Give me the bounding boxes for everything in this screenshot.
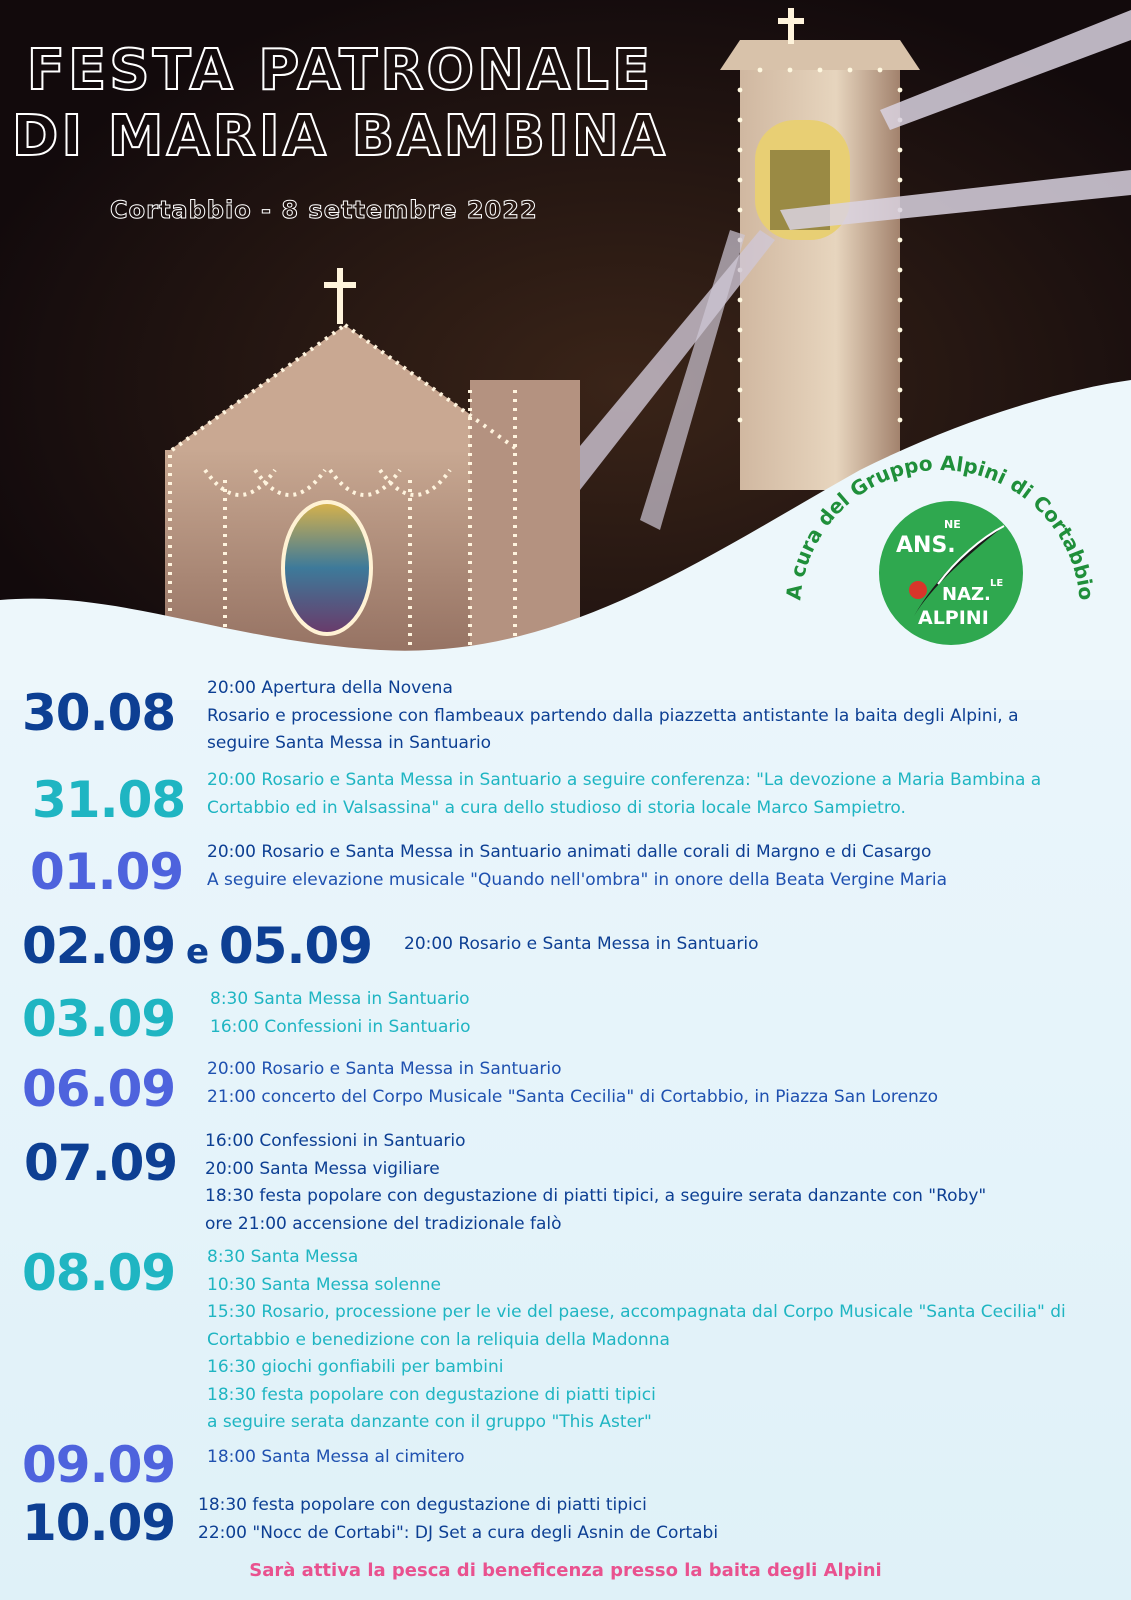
schedule-date: 07.09 (24, 1134, 178, 1192)
schedule-line: A seguire elevazione musicale "Quando nell'ombra" in onore della Beata Vergine Maria (207, 869, 948, 890)
schedule-lines (207, 1056, 938, 1111)
schedule-line: 20:00 Rosario e Santa Messa in Santuario a seguire conferenza: "La devozione a Maria Bambina a (207, 770, 1042, 790)
schedule-line: 15:30 Rosario, processione per le vie del paese, accompagnata dal Corpo Musicale "Santa Cecilia" di (207, 1302, 1066, 1322)
subtitle: Cortabbio - 8 settembre 2022 (110, 196, 538, 224)
logo-naz: NAZ. (942, 584, 991, 605)
schedule-line: 16:00 Confessioni in Santuario (210, 1016, 471, 1037)
schedule-line: a seguire serata danzante con il gruppo "This Aster" (207, 1412, 652, 1432)
schedule-line: 8:30 Santa Messa (207, 1247, 359, 1267)
schedule-lines (198, 1492, 718, 1547)
logo-ans: ANS. (896, 533, 956, 558)
schedule-line: Cortabbio e benedizione con la reliquia della Madonna (207, 1329, 670, 1350)
schedule-date: 02.09 e 05.09 (22, 917, 373, 975)
schedule-lines (404, 931, 759, 959)
schedule-line: ore 21:00 accensione del tradizionale falò (205, 1213, 562, 1234)
schedule-date: 10.09 (22, 1494, 176, 1552)
schedule-line: 18:30 festa popolare con degustazione di piatti tipici, a seguire serata danzante con "Roby" (205, 1186, 987, 1206)
ana-logo (876, 498, 1026, 648)
schedule-date: 06.09 (22, 1060, 176, 1118)
organizer-label: A cura del Gruppo Alpini di Cortabbio (781, 450, 1099, 602)
logo-le: LE (990, 578, 1004, 589)
schedule-date: 03.09 (22, 990, 176, 1048)
schedule-line: seguire Santa Messa in Santuario (207, 733, 492, 753)
schedule-line: 8:30 Santa Messa in Santuario (210, 989, 470, 1009)
footer-note: Sarà attiva la pesca di beneficenza presso la baita degli Alpini (249, 1560, 882, 1581)
schedule-line: 20:00 Santa Messa vigiliare (205, 1158, 440, 1179)
schedule-line: Rosario e processione con flambeaux partendo dalla piazzetta antistante la baita degli Alpini, a (207, 705, 1019, 726)
schedule-date: 30.08 (22, 684, 176, 742)
schedule-lines (210, 986, 470, 1041)
schedule-line: 10:30 Santa Messa solenne (207, 1274, 441, 1295)
schedule-line: 20:00 Rosario e Santa Messa in Santuario (207, 1059, 562, 1079)
schedule-line: 20:00 Rosario e Santa Messa in Santuario (404, 934, 759, 954)
schedule-line: 16:00 Confessioni in Santuario (205, 1131, 466, 1151)
logo-alpini: ALPINI (918, 607, 989, 629)
schedule-line: 20:00 Apertura della Novena (207, 678, 453, 698)
schedule-line: Cortabbio ed in Valsassina" a cura dello studioso di storia locale Marco Sampietro. (207, 797, 906, 818)
schedule-line: 20:00 Rosario e Santa Messa in Santuario animati dalle corali di Margno e di Casargo (207, 842, 932, 862)
schedule-date: 31.08 (32, 771, 186, 829)
schedule-line: 22:00 "Nocc de Cortabi": DJ Set a cura degli Asnin de Cortabi (198, 1522, 719, 1543)
schedule-line: 18:30 festa popolare con degustazione di piatti tipici (207, 1384, 656, 1405)
schedule-line: 18:30 festa popolare con degustazione di piatti tipici (198, 1495, 647, 1515)
schedule-date: 08.09 (22, 1244, 176, 1302)
schedule-line: 18:00 Santa Messa al cimitero (207, 1447, 465, 1467)
schedule-date: 01.09 (30, 843, 184, 901)
title-line-1: FESTA PATRONALE (26, 38, 654, 103)
schedule-lines (207, 839, 947, 894)
schedule-date: 09.09 (22, 1436, 176, 1494)
schedule-lines (207, 675, 1019, 758)
schedule-line: 16:30 giochi gonfiabili per bambini (207, 1357, 504, 1377)
schedule-lines (207, 1444, 465, 1472)
schedule-lines (207, 767, 1041, 822)
schedule-lines (207, 1244, 1066, 1437)
schedule-lines (205, 1128, 986, 1238)
title-line-2: DI MARIA BAMBINA (11, 104, 669, 169)
logo-ne: NE (944, 518, 961, 531)
schedule-line: 21:00 concerto del Corpo Musicale "Santa Cecilia" di Cortabbio, in Piazza San Lorenzo (207, 1086, 939, 1107)
